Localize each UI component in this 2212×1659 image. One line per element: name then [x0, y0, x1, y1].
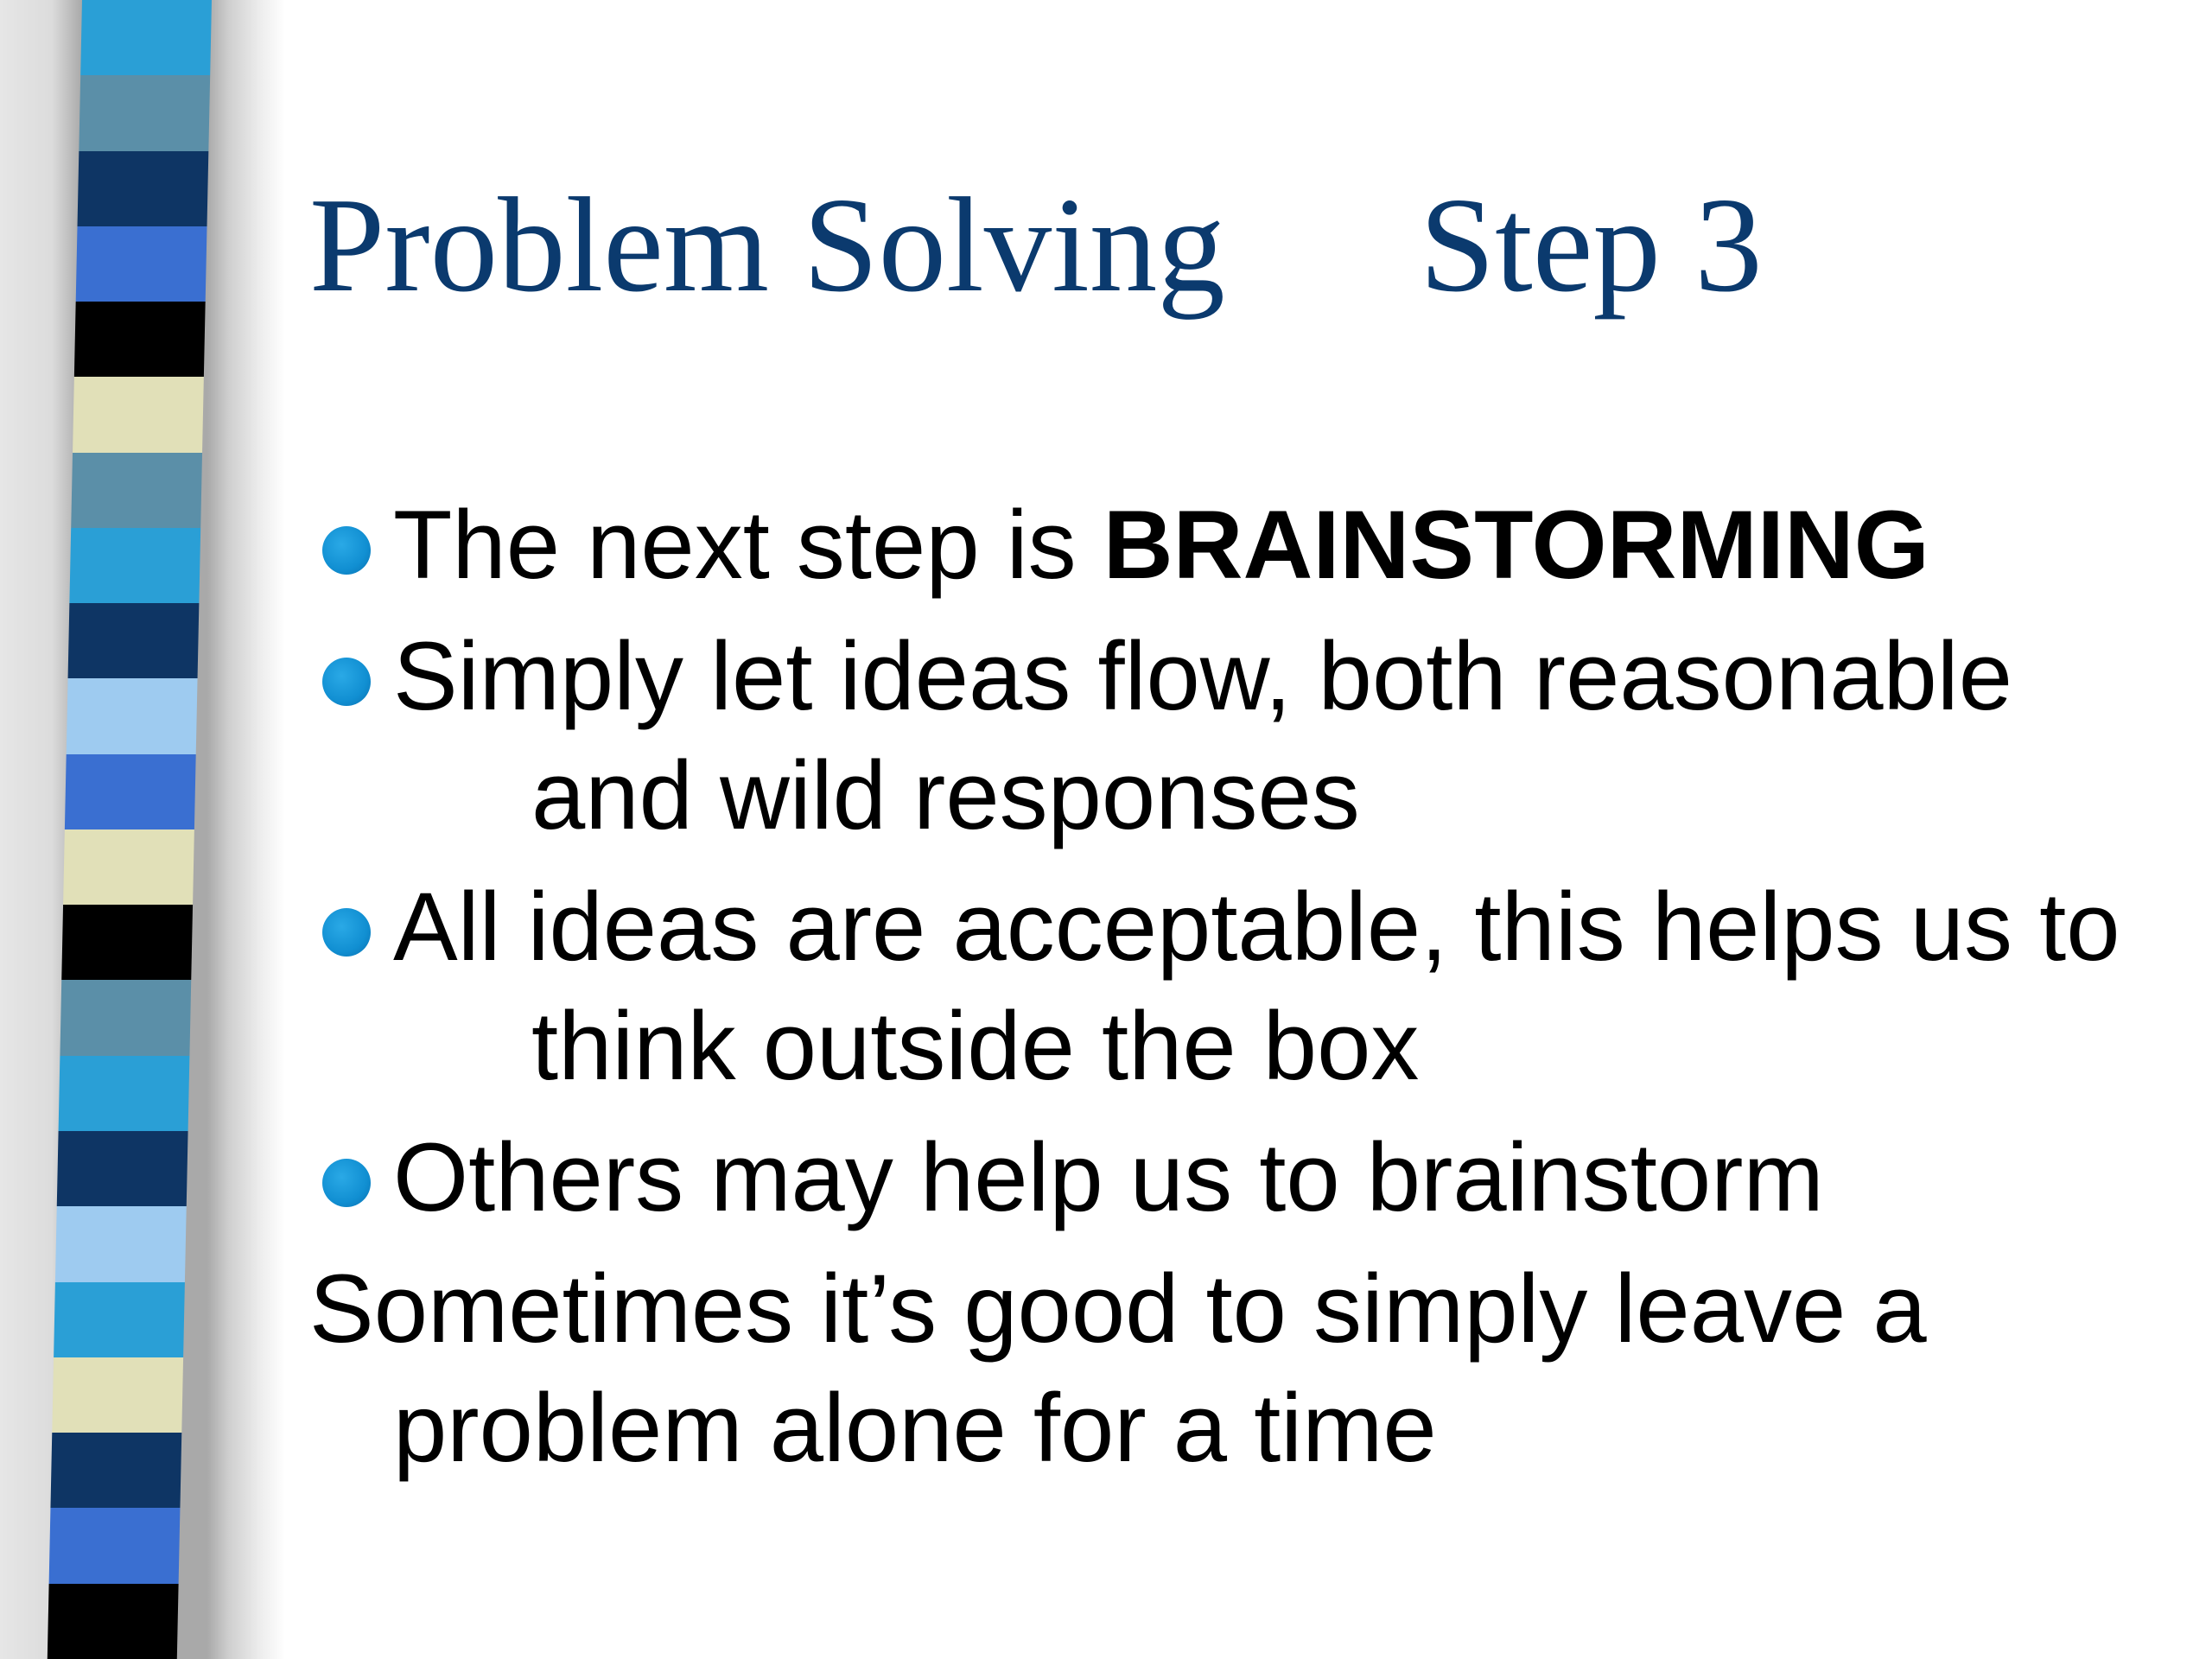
bullet-line	[393, 486, 2193, 605]
strip-band	[67, 678, 198, 753]
note-line-continuation: problem alone for a time	[393, 1374, 1437, 1482]
note-line: Sometimes it’s good to simply leave a	[309, 1255, 1927, 1363]
strip-band	[57, 1131, 188, 1206]
title-left: Problem Solving	[309, 169, 1225, 320]
bullet-item	[309, 486, 2193, 605]
bullet-dot-icon	[322, 526, 371, 575]
bullet-line-continuation: think outside the box	[531, 992, 1420, 1100]
slide-title	[309, 169, 1763, 320]
strip-band	[55, 1206, 187, 1281]
strip-band	[61, 905, 193, 980]
strip-band	[65, 754, 196, 830]
title-right: Step 3	[1419, 169, 1763, 320]
strip-band	[69, 528, 200, 603]
bullet-line: All ideas are acceptable, this helps us to	[393, 873, 2120, 981]
bullet-line-continuation: and wild responses	[531, 741, 1360, 849]
bullet-line: Simply let ideas flow, both reasonable	[393, 622, 2012, 730]
strip-band	[52, 1357, 183, 1433]
bullet-item	[309, 1118, 2193, 1237]
bullet-item	[309, 868, 2193, 1106]
strip-band	[49, 1508, 181, 1583]
strip-band	[71, 453, 202, 528]
strip-band	[60, 980, 191, 1055]
strip-band	[73, 377, 204, 452]
bullet-line: Others may help us to brainstorm	[393, 1123, 1824, 1231]
bullet-emphasis: BRAINSTORMING	[1103, 491, 1929, 599]
strip-band	[78, 151, 209, 226]
slide-body	[309, 486, 2193, 1488]
strip-band	[59, 1056, 190, 1131]
strip-band	[54, 1282, 185, 1357]
strip-band	[79, 75, 210, 150]
bullet-item	[309, 617, 2193, 855]
strip-band	[74, 302, 206, 377]
strip-band	[68, 603, 200, 678]
strip-band	[76, 226, 207, 302]
bullet-text: The next step is	[393, 491, 1103, 599]
strip-band	[63, 830, 194, 905]
bullet-dot-icon	[322, 1159, 371, 1207]
bullet-dot-icon	[322, 658, 371, 706]
strip-band	[48, 1584, 179, 1659]
bullet-dot-icon	[322, 908, 371, 957]
strip-band	[50, 1433, 181, 1508]
strip-band	[80, 0, 212, 75]
note-paragraph	[309, 1249, 2193, 1488]
